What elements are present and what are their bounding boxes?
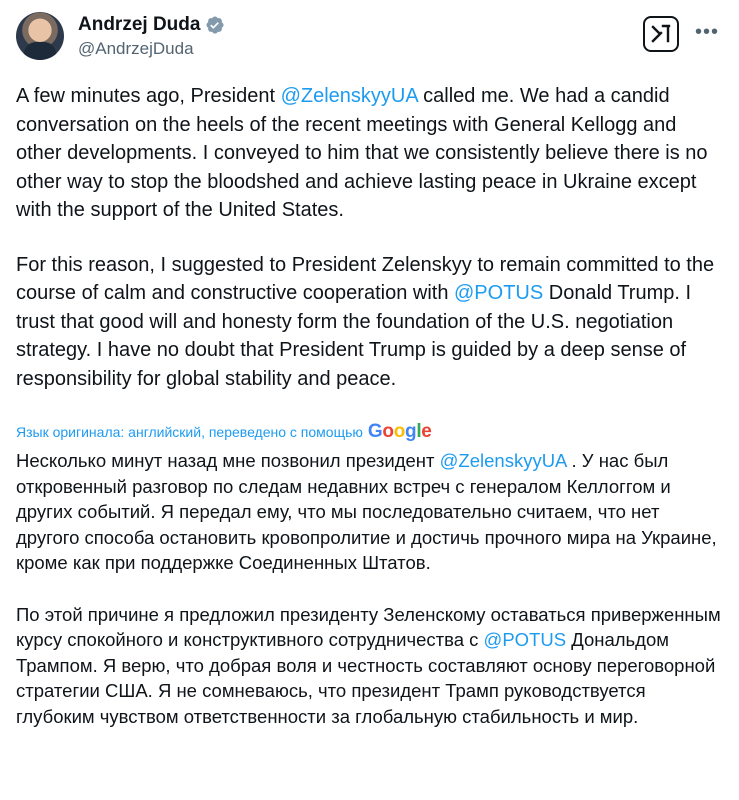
google-logo xyxy=(368,421,432,443)
author-handle[interactable]: @AndrzejDuda xyxy=(78,39,194,58)
translated-text-segment: По этой причине я предложил президенту Зеленскому оставаться приверженным курсу спокойного и конструктивного сотрудничества с xyxy=(16,603,721,650)
grok-icon xyxy=(650,23,672,45)
google-letter: o xyxy=(393,421,405,442)
translated-text-segment: . У нас был откровенный разговор по следам недавних встреч с генералом Келлоггом и других событий. Я передал ему, что мы последовательно считаем, что нет другого способа остановить кровопролитие и достичь прочного мира на Украине, кроме как при поддержке Соединенных Штатов. xyxy=(16,450,717,573)
tweet-header xyxy=(16,10,723,68)
google-letter: g xyxy=(405,421,417,442)
verified-badge-icon xyxy=(205,15,225,35)
tweet-text-segment: Donald Trump. I trust that good will and honesty form the foundation of the U.S. negotiation strategy. I have no doubt that President Trump is guided by a deep sense of responsibility for global stability and peace. xyxy=(16,282,692,390)
mention-zelenskyyua-translated[interactable]: @ZelenskyyUA xyxy=(439,450,567,471)
tweet-text-segment: A few minutes ago, President xyxy=(16,85,281,107)
google-letter: l xyxy=(416,421,422,442)
avatar[interactable] xyxy=(16,12,64,60)
author-name-row xyxy=(78,14,225,36)
google-letter: G xyxy=(367,421,383,442)
author-block xyxy=(78,14,225,59)
more-icon[interactable]: ••• xyxy=(694,20,719,43)
translated-text-segment: Несколько минут назад мне позвонил президент xyxy=(16,450,440,471)
mention-potus-translated[interactable]: @POTUS xyxy=(483,629,567,650)
tweet-text-segment: For this reason, I suggested to President Zelenskyy to remain committed to the course of calm and constructive cooperation with xyxy=(16,253,715,304)
google-letter: o xyxy=(382,421,394,442)
tweet-paragraph-2 xyxy=(16,251,726,394)
translated-paragraph-2 xyxy=(16,602,726,730)
google-letter: e xyxy=(421,421,432,442)
tweet-text xyxy=(16,82,726,393)
grok-button[interactable] xyxy=(643,16,679,52)
paragraph-gap xyxy=(16,225,726,251)
mention-zelenskyyua[interactable]: @ZelenskyyUA xyxy=(280,85,418,107)
mention-potus[interactable]: @POTUS xyxy=(454,282,544,304)
translated-text xyxy=(16,448,726,729)
translation-notice[interactable] xyxy=(16,420,432,444)
translated-text-segment: Дональдом Трампом. Я верю, что добрая воля и честность составляют основу переговорной стратегии США. Я не сомневаюсь, что президент Трамп руководствуется глубоким чувством ответственности за глобальную стабильность и мир. xyxy=(16,629,716,727)
tweet-paragraph-1 xyxy=(16,82,726,225)
author-name[interactable]: Andrzej Duda xyxy=(78,14,201,35)
tweet-text-segment: called me. We had a candid conversation on the heels of the recent meetings with General Kellogg and other developments. I conveyed to him that we consistently believe there is no other way to stop the bloodshed and achieve lasting peace in Ukraine except with the support of the United States. xyxy=(16,85,708,221)
translated-paragraph-1 xyxy=(16,448,726,576)
translation-label: Язык оригинала: английский, переведено с помощью xyxy=(16,424,363,440)
paragraph-gap xyxy=(16,576,726,602)
